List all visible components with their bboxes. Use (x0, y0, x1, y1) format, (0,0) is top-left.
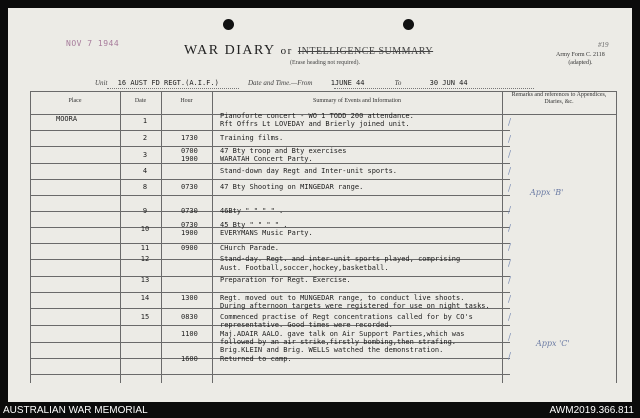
entry-summary: 47 Bty Shooting on MINGEDAR range. (220, 183, 364, 191)
title-or: or (280, 45, 293, 57)
entry-date: 11 (140, 244, 150, 252)
entry-summary: CHurch Parade. (220, 244, 280, 252)
entry-hour: 0900 (181, 244, 198, 252)
entry-summary: Preparation for Regt. Exercise. (220, 276, 351, 284)
pencil-tick: / (508, 259, 512, 269)
pencil-tick: / (508, 352, 512, 362)
unit-value: 16 AUST FD REGT.(A.I.F.) (117, 79, 219, 87)
entry-summary: 45 Bty " " " " . (220, 221, 288, 229)
title-note: (Erase heading not required). (290, 60, 360, 66)
pencil-tick: / (508, 118, 512, 128)
entry-hour-2: 1900 (181, 155, 198, 163)
row-rule (30, 130, 510, 131)
entry-summary-cont: representative. Good times were recorded. (220, 321, 393, 329)
unit-line (95, 79, 219, 87)
entry-summary-cont: WARATAH Concert Party. (220, 155, 313, 163)
pencil-tick: / (508, 150, 512, 160)
entry-summary: Maj.ADAIR AALO. gave talk on Air Support Parties,which was (220, 330, 465, 338)
entry-date: 8 (142, 183, 148, 191)
to-label: To (394, 79, 402, 87)
entry-summary: Stand-down day Regt and Inter-unit sports. (220, 167, 398, 175)
form-reference (556, 41, 609, 67)
date-label: Date and Time.—From (248, 79, 313, 87)
archive-footer (0, 404, 640, 418)
pencil-tick: / (508, 243, 512, 253)
appendix-note: Appx 'C' (536, 339, 570, 348)
unit-label: Unit (95, 79, 108, 87)
entry-hour: 0730 (181, 207, 198, 215)
entry-hour: 1730 (181, 134, 198, 142)
entry-date: 10 (140, 225, 150, 233)
header-remarks: Remarks and references to Appendices, Diaries, &c. (511, 92, 607, 105)
pencil-tick: / (508, 333, 512, 343)
pencil-tick: / (508, 313, 512, 323)
col-rule (502, 91, 503, 383)
entry-summary-cont: Aust. Football,soccer,hockey,basketball. (220, 264, 389, 272)
entry-summary: Returned to camp. (220, 355, 292, 363)
entry-date: 4 (142, 167, 148, 175)
row-rule (30, 163, 510, 164)
entry-hour: 1600 (181, 355, 198, 363)
entry-summary: Regt. moved out to MUNGEDAR range, to conduct live shoots. (220, 294, 465, 302)
footer-accession: AWM2019.366.811 (549, 405, 634, 416)
entry-summary-cont: EVERYMANS Music Party. (220, 229, 313, 237)
header-place: Place (68, 98, 82, 104)
entry-date: 9 (142, 207, 148, 215)
form-adapted: (adapted). (568, 60, 593, 66)
entry-date: 15 (140, 313, 150, 321)
title-main: WAR DIARY (184, 43, 276, 58)
entry-summary: 46Bty " " " " . (220, 207, 284, 215)
col-rule (30, 91, 31, 383)
entry-date: 14 (140, 294, 150, 302)
punch-hole (403, 19, 414, 30)
entry-date: 1 (142, 117, 148, 125)
entry-hour: 1100 (181, 330, 198, 338)
row-rule (30, 292, 510, 293)
entry-hour-2: 1900 (181, 229, 198, 237)
page-title (184, 43, 433, 59)
entry-summary: Training films. (220, 134, 284, 142)
date-dotline (334, 88, 534, 89)
diary-page (8, 8, 632, 402)
from-value: 1JUNE 44 (330, 79, 365, 87)
entry-summary-cont: During afternoon targets were registered for use on night tasks. (220, 302, 490, 310)
entry-summary-cont: Brig.KLEIN and Brig. WELLS watched the demonstration. (220, 346, 444, 354)
pencil-tick: / (508, 135, 512, 145)
entry-summary: 47 Bty troop and Bty exercises (220, 147, 347, 155)
entry-date: 13 (140, 276, 150, 284)
pencil-tick: / (508, 295, 512, 305)
pencil-tick: / (508, 276, 512, 286)
entry-hour: 0730 (181, 221, 198, 229)
entry-summary: Pianoforte concert - WO 1 TODD 200 attendance. (220, 112, 414, 120)
col-rule (212, 91, 213, 383)
title-struck: INTELLIGENCE SUMMARY (297, 46, 434, 57)
col-rule (120, 91, 121, 383)
header-date: Date (134, 98, 147, 104)
entry-date: 2 (142, 134, 148, 142)
header-hour: Hour (180, 98, 193, 104)
row-rule (30, 179, 510, 180)
pencil-tick: / (508, 184, 512, 194)
pencil-annotation: #19 (598, 41, 609, 49)
entry-date: 12 (140, 255, 150, 263)
entry-hour: 0830 (181, 313, 198, 321)
entry-summary-cont: followed by an air strike,firstly bombing,then strafing. (220, 338, 457, 346)
entry-summary: Commenced practise of Regt concentrations called for by CO's (220, 313, 473, 321)
entry-date: 3 (142, 151, 148, 159)
appendix-note: Appx 'B' (530, 188, 564, 197)
entry-place: MOORA (56, 115, 78, 123)
received-stamp: NOV 7 1944 (66, 39, 120, 48)
row-rule (30, 195, 510, 196)
entry-hour: 0700 (181, 147, 198, 155)
unit-dotline (107, 88, 239, 89)
form-number: Army Form C. 2118 (556, 52, 605, 58)
entry-summary: Stand-day. Regt. and inter-unit sports played, comprising (220, 255, 461, 263)
header-summary: Summary of Events and Information (313, 98, 401, 104)
entry-hour: 0730 (181, 183, 198, 191)
punch-hole (223, 19, 234, 30)
row-rule (30, 374, 510, 375)
col-rule (616, 91, 617, 383)
entry-hour: 1300 (181, 294, 198, 302)
footer-institution: AUSTRALIAN WAR MEMORIAL (3, 405, 148, 416)
pencil-tick: / (508, 206, 512, 216)
pencil-tick: / (508, 224, 512, 234)
pencil-tick: / (508, 167, 512, 177)
date-line (248, 79, 468, 87)
to-value: 30 JUN 44 (429, 79, 468, 87)
entry-summary-cont: Rft Offrs Lt LOVEDAY and Brierly joined unit. (220, 120, 410, 128)
